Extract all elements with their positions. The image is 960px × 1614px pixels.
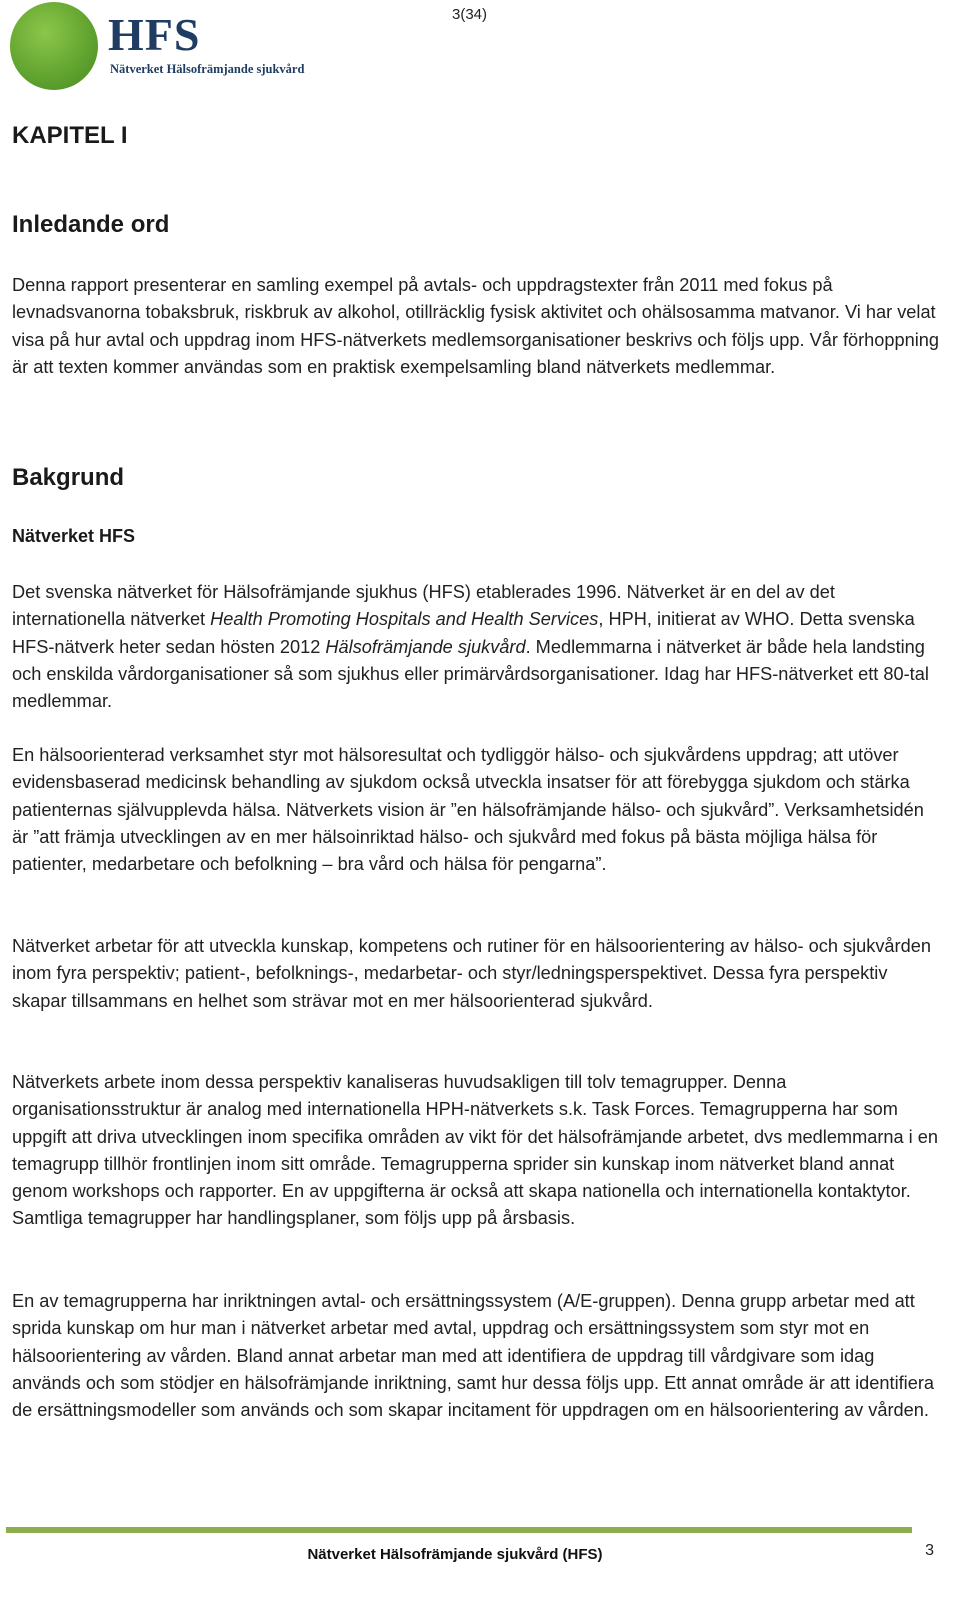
theme-groups-paragraph: Nätverkets arbete inom dessa perspektiv kanaliseras huvudsakligen till tolv temagrupper. Denna organisationsstruktur är analog med internationella HPH-nätverkets s.k. Task Forces. Temagrupperna har som uppgift att driva utvecklingen inom specifika områden av vikt för det hälsofrämjande arbetet, dvs medlemmarna i en temagrupp tillhör frontlinjen inom sitt område. Temagrupperna sprider sin kunskap inom nätverket bland annat genom workshops och rapporter. En av uppgifterna är också att skapa nationella och internationella kontaktytor. Samtliga temagrupper har handlingsplaner, som följs upp på årsbasis. (12, 1072, 939, 1229)
network-text-c: . Medlemmarna i nätverket är både hela landsting och enskilda vårdorganisationer så som sjukhus eller primärvårdsorganisationer. Idag har HFS-nätverket ett 80-tal medlemmar. (12, 636, 929, 712)
perspectives-paragraph: Nätverket arbetar för att utveckla kunskap, kompetens och rutiner för en hälsoorientering av hälso- och sjukvården inom fyra perspektiv; patient-, befolknings-, medarbetar- och styr/ledningsperspektivet. Dessa fyra perspektiv skapar tillsammans en helhet som strävar mot en mer hälsoorienterad sjukvård. (12, 936, 931, 1011)
network-text-a: Det svenska nätverket för Hälsofrämjande sjukhus (HFS) etablerades 1996. Nätverket är en del av det internationella nätverket (12, 582, 835, 630)
background-heading: Bakgrund (12, 464, 125, 491)
logo-title: HFS (108, 9, 201, 60)
network-text-b: , HPH, initierat av WHO. Detta svenska HFS-nätverk heter sedan hösten 2012 (12, 609, 915, 657)
hfs-logo (10, 2, 310, 90)
network-paragraph (12, 579, 942, 715)
page-number: 3(34) (452, 6, 488, 23)
hph-name: Health Promoting Hospitals and Health Services (210, 609, 599, 630)
intro-heading: Inledande ord (12, 211, 170, 238)
footer-organization (0, 1546, 910, 1563)
footer-divider (6, 1527, 912, 1533)
footer-organization-text: Nätverket Hälsofrämjande sjukvård (HFS) (307, 1546, 603, 1563)
vision-paragraph: En hälsoorienterad verksamhet styr mot hälsoresultat och tydliggör hälso- och sjukvårdens uppdrag; att utöver evidensbaserad medicinsk behandling av sjukdom också utveckla insatser för att förebygga sjukdom och stärka patienternas självupplevda hälsa. Nätverkets vision är ”en hälsofrämjande hälso- och sjukvård”. Verksamhetsidén är ”att främja utvecklingen av en mer hälsoinriktad hälso- och sjukvård med fokus på bästa möjliga hälsa för patienter, medarbetare och befolkning – bra vård och hälsa för pengarna”. (12, 745, 924, 875)
ae-group-paragraph: En av temagrupperna har inriktningen avtal- och ersättningssystem (A/E-gruppen). Denna grupp arbetar med att sprida kunskap om hur man i nätverket arbetar med avtal, uppdrag och ersättningssystem som styr mot en hälsoorientering av vården. Bland annat arbetar man med att identifiera de uppdrag till vårdgivare som idag används och som stödjer en hälsofrämjande inriktning, samt hur dessa följs upp. Ett annat område är att identifiera de ersättningsmodeller som används och som skapar incitament för uppdragen om en hälsoorientering av vården. (12, 1291, 935, 1421)
chapter-heading: KAPITEL I (12, 122, 128, 149)
logo-green-circle (10, 2, 98, 90)
logo-subtitle: Nätverket Hälsofrämjande sjukvård (110, 62, 305, 76)
footer-page-number: 3 (925, 1542, 934, 1559)
network-new-name: Hälsofrämjande sjukvård (325, 636, 526, 657)
network-subheading: Nätverket HFS (12, 526, 136, 546)
intro-paragraph: Denna rapport presenterar en samling exempel på avtals- och uppdragstexter från 2011 med fokus på levnadsvanorna tobaksbruk, riskbruk av alkohol, otillräcklig fysisk aktivitet och ohälsosamma matvanor. Vi har velat visa på hur avtal och uppdrag inom HFS-nätverkets medlemsorganisationer beskrivs och följs upp. Vår förhoppning är att texten kommer användas som en praktisk exempelsamling bland nätverkets medlemmar. (12, 275, 940, 377)
